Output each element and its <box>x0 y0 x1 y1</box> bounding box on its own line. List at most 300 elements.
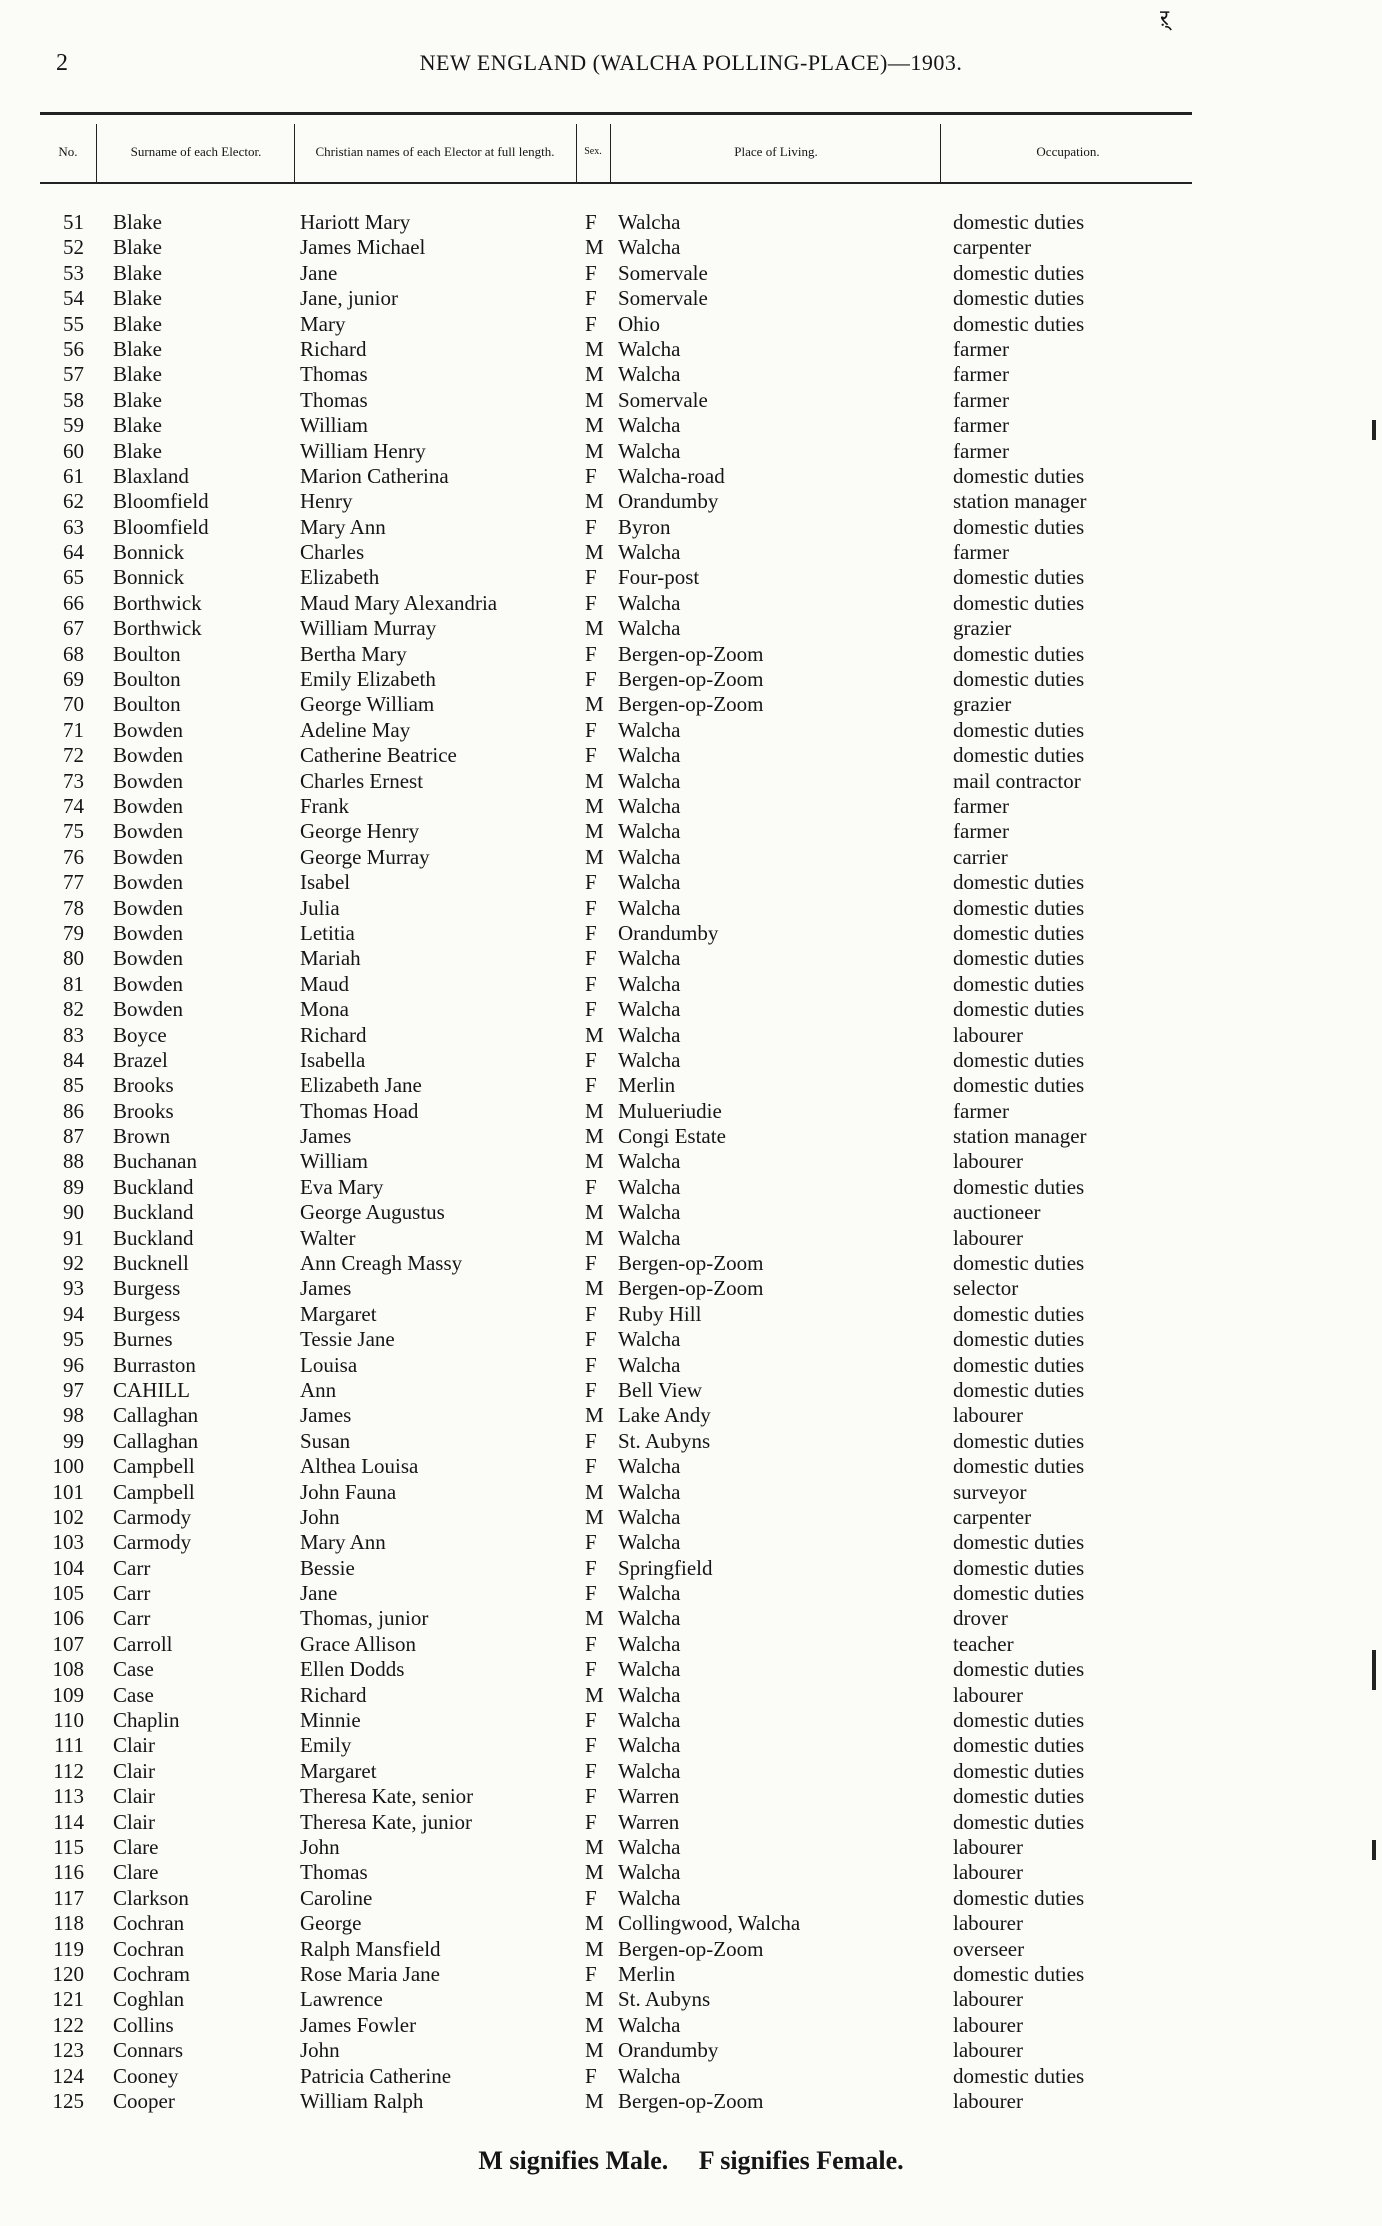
elector-christian-names: George William <box>300 692 435 717</box>
elector-number: 63 <box>63 514 84 539</box>
elector-occupation: labourer <box>953 1022 1023 1047</box>
table-row <box>0 921 1382 946</box>
elector-sex: M <box>585 1225 604 1250</box>
elector-surname: Brooks <box>113 1098 174 1123</box>
elector-christian-names: Letitia <box>300 920 355 945</box>
elector-place: Springfield <box>618 1555 713 1580</box>
elector-number: 100 <box>52 1454 84 1479</box>
elector-sex: M <box>585 1022 604 1047</box>
elector-occupation: domestic duties <box>953 311 1085 336</box>
elector-place: Walcha <box>618 895 681 920</box>
elector-sex: F <box>585 1809 597 1834</box>
elector-place: Walcha <box>618 1758 681 1783</box>
elector-sex: F <box>585 920 597 945</box>
elector-number: 60 <box>63 438 84 463</box>
header-occupation: Occupation. <box>1036 144 1100 159</box>
elector-place: Walcha-road <box>618 463 725 488</box>
elector-occupation: domestic duties <box>953 971 1085 996</box>
elector-christian-names: Hariott Mary <box>300 210 411 234</box>
table-row <box>0 1810 1382 1835</box>
elector-christian-names: Thomas <box>300 387 368 412</box>
elector-place: Walcha <box>618 438 681 463</box>
elector-surname: Carr <box>113 1581 151 1606</box>
elector-sex: M <box>585 2012 604 2037</box>
elector-place: Somervale <box>618 260 708 285</box>
elector-surname: Boyce <box>113 1022 167 1047</box>
elector-christian-names: Ellen Dodds <box>300 1657 405 1682</box>
elector-sex: F <box>585 870 597 895</box>
elector-number: 57 <box>63 362 84 387</box>
elector-number: 69 <box>63 667 84 692</box>
elector-christian-names: Frank <box>300 793 349 818</box>
elector-sex: M <box>585 616 604 641</box>
header-divider <box>940 124 941 182</box>
elector-christian-names: Elizabeth <box>300 565 380 590</box>
elector-occupation: farmer <box>953 819 1009 844</box>
table-row <box>0 362 1382 387</box>
elector-number: 77 <box>63 870 84 895</box>
elector-sex: F <box>585 565 597 590</box>
table-row <box>0 1530 1382 1555</box>
elector-christian-names: Caroline <box>300 1885 373 1910</box>
elector-number: 90 <box>63 1200 84 1225</box>
elector-occupation: domestic duties <box>953 946 1085 971</box>
elector-number: 120 <box>52 1961 84 1986</box>
elector-occupation: surveyor <box>953 1479 1027 1504</box>
elector-surname: Brooks <box>113 1073 174 1098</box>
table-row <box>0 1759 1382 1784</box>
elector-place: Walcha <box>618 768 681 793</box>
elector-christian-names: Ralph Mansfield <box>300 1936 441 1961</box>
elector-surname: Blake <box>113 210 162 234</box>
elector-christian-names: Mary Ann <box>300 514 386 539</box>
table-row <box>0 972 1382 997</box>
elector-place: Walcha <box>618 1022 681 1047</box>
elector-number: 67 <box>63 616 84 641</box>
elector-place: Walcha <box>618 1504 681 1529</box>
elector-surname: Burnes <box>113 1327 173 1352</box>
elector-number: 123 <box>52 2038 84 2063</box>
elector-occupation: farmer <box>953 362 1009 387</box>
table-row <box>0 388 1382 413</box>
elector-sex: F <box>585 1784 597 1809</box>
elector-surname: Clair <box>113 1809 155 1834</box>
elector-occupation: domestic duties <box>953 1073 1085 1098</box>
table-row <box>0 1124 1382 1149</box>
elector-surname: Bowden <box>113 997 183 1022</box>
table-row <box>0 1454 1382 1479</box>
table-row <box>0 1911 1382 1936</box>
elector-occupation: drover <box>953 1606 1008 1631</box>
table-row <box>0 1657 1382 1682</box>
elector-number: 109 <box>52 1682 84 1707</box>
elector-occupation: labourer <box>953 1911 1023 1936</box>
elector-sex: F <box>585 210 597 234</box>
elector-surname: Blake <box>113 235 162 260</box>
elector-sex: F <box>585 946 597 971</box>
elector-number: 65 <box>63 565 84 590</box>
elector-sex: F <box>585 1047 597 1072</box>
elector-number: 59 <box>63 413 84 438</box>
elector-place: Lake Andy <box>618 1403 711 1428</box>
elector-christian-names: Margaret <box>300 1758 377 1783</box>
elector-occupation: domestic duties <box>953 1352 1085 1377</box>
elector-place: Walcha <box>618 1200 681 1225</box>
table-row <box>0 565 1382 590</box>
elector-sex: F <box>585 1530 597 1555</box>
elector-occupation: domestic duties <box>953 1454 1085 1479</box>
elector-place: Warren <box>618 1809 680 1834</box>
elector-number: 114 <box>53 1809 84 1834</box>
elector-number: 115 <box>53 1835 84 1859</box>
elector-sex: M <box>585 692 604 717</box>
elector-place: Walcha <box>618 540 681 565</box>
elector-number: 70 <box>63 692 84 717</box>
edge-mark <box>1372 420 1376 440</box>
elector-number: 51 <box>63 210 84 234</box>
elector-place: Walcha <box>618 1530 681 1555</box>
elector-christian-names: Bertha Mary <box>300 641 407 666</box>
elector-occupation: domestic duties <box>953 1581 1085 1606</box>
elector-sex: M <box>585 1124 604 1149</box>
elector-occupation: domestic duties <box>953 997 1085 1022</box>
elector-christian-names: Jane, junior <box>300 286 398 311</box>
table-row <box>0 1733 1382 1758</box>
elector-place: Bell View <box>618 1377 703 1402</box>
elector-number: 122 <box>52 2012 84 2037</box>
elector-occupation: teacher <box>953 1631 1014 1656</box>
elector-number: 93 <box>63 1276 84 1301</box>
table-row <box>0 1556 1382 1581</box>
elector-place: Walcha <box>618 1631 681 1656</box>
elector-occupation: farmer <box>953 438 1009 463</box>
elector-surname: Carmody <box>113 1504 192 1529</box>
elector-number: 108 <box>52 1657 84 1682</box>
elector-christian-names: Catherine Beatrice <box>300 743 457 768</box>
elector-surname: Burgess <box>113 1301 181 1326</box>
elector-sex: F <box>585 641 597 666</box>
elector-surname: Cochran <box>113 1936 185 1961</box>
elector-occupation: domestic duties <box>953 2063 1085 2088</box>
elector-number: 118 <box>53 1911 84 1936</box>
table-row <box>0 1937 1382 1962</box>
elector-occupation: domestic duties <box>953 1885 1085 1910</box>
elector-occupation: domestic duties <box>953 1251 1085 1276</box>
elector-place: Walcha <box>618 844 681 869</box>
elector-christian-names: Richard <box>300 1682 367 1707</box>
elector-christian-names: Thomas Hoad <box>300 1098 419 1123</box>
elector-place: Mulueriudie <box>618 1098 722 1123</box>
elector-surname: Bonnick <box>113 540 185 565</box>
table-row <box>0 337 1382 362</box>
elector-occupation: domestic duties <box>953 1809 1085 1834</box>
elector-christian-names: James Michael <box>300 235 426 260</box>
elector-sex: M <box>585 1479 604 1504</box>
elector-number: 96 <box>63 1352 84 1377</box>
elector-place: Walcha <box>618 336 681 361</box>
elector-occupation: labourer <box>953 1860 1023 1885</box>
elector-occupation: domestic duties <box>953 565 1085 590</box>
elector-surname: Connars <box>113 2038 183 2063</box>
elector-occupation: labourer <box>953 1835 1023 1859</box>
elector-surname: Buckland <box>113 1174 194 1199</box>
elector-sex: F <box>585 895 597 920</box>
elector-number: 86 <box>63 1098 84 1123</box>
elector-sex: F <box>585 514 597 539</box>
table-row <box>0 540 1382 565</box>
elector-sex: F <box>585 1073 597 1098</box>
elector-christian-names: Mary <box>300 311 346 336</box>
elector-occupation: domestic duties <box>953 667 1085 692</box>
elector-occupation: labourer <box>953 1149 1023 1174</box>
elector-christian-names: Rose Maria Jane <box>300 1961 440 1986</box>
table-row <box>0 1480 1382 1505</box>
table-row <box>0 1175 1382 1200</box>
elector-surname: Cochran <box>113 1911 185 1936</box>
elector-sex: F <box>585 1428 597 1453</box>
elector-number: 85 <box>63 1073 84 1098</box>
elector-occupation: station manager <box>953 1124 1087 1149</box>
table-row <box>0 1429 1382 1454</box>
elector-number: 94 <box>63 1301 84 1326</box>
elector-sex: M <box>585 1682 604 1707</box>
elector-sex: F <box>585 1377 597 1402</box>
elector-place: Merlin <box>618 1961 676 1986</box>
table-row <box>0 1886 1382 1911</box>
elector-place: Walcha <box>618 413 681 438</box>
elector-sex: M <box>585 438 604 463</box>
elector-christian-names: James Fowler <box>300 2012 417 2037</box>
table-row <box>0 1149 1382 1174</box>
elector-place: Walcha <box>618 1352 681 1377</box>
elector-number: 58 <box>63 387 84 412</box>
elector-number: 112 <box>53 1758 84 1783</box>
elector-number: 105 <box>52 1581 84 1606</box>
elector-number: 101 <box>52 1479 84 1504</box>
table-row <box>0 1505 1382 1530</box>
elector-place: Walcha <box>618 870 681 895</box>
elector-christian-names: Grace Allison <box>300 1631 417 1656</box>
elector-christian-names: Althea Louisa <box>300 1454 419 1479</box>
elector-surname: Bowden <box>113 971 183 996</box>
elector-sex: F <box>585 1581 597 1606</box>
elector-occupation: domestic duties <box>953 1784 1085 1809</box>
elector-occupation: farmer <box>953 336 1009 361</box>
elector-place: Walcha <box>618 1174 681 1199</box>
elector-sex: M <box>585 336 604 361</box>
footer-female-note: F signifies Female. <box>698 2146 904 2175</box>
elector-surname: Bonnick <box>113 565 185 590</box>
table-row <box>0 642 1382 667</box>
elector-sex: F <box>585 1733 597 1758</box>
elector-surname: Carr <box>113 1555 151 1580</box>
elector-sex: F <box>585 1174 597 1199</box>
elector-christian-names: Charles <box>300 540 365 565</box>
page-title: NEW ENGLAND (WALCHA POLLING-PLACE)—1903. <box>419 50 963 75</box>
elector-place: Walcha <box>618 1327 681 1352</box>
elector-sex: M <box>585 413 604 438</box>
elector-surname: Boulton <box>113 667 181 692</box>
elector-number: 80 <box>63 946 84 971</box>
elector-occupation: domestic duties <box>953 1047 1085 1072</box>
elector-sex: F <box>585 1961 597 1986</box>
elector-occupation: overseer <box>953 1936 1025 1961</box>
elector-number: 87 <box>63 1124 84 1149</box>
elector-christian-names: Maud Mary Alexandria <box>300 590 498 615</box>
elector-occupation: farmer <box>953 413 1009 438</box>
elector-surname: Carmody <box>113 1530 192 1555</box>
elector-sex: M <box>585 819 604 844</box>
elector-christian-names: Patricia Catherine <box>300 2063 452 2088</box>
elector-surname: Cooper <box>113 2088 175 2113</box>
elector-occupation: domestic duties <box>953 717 1085 742</box>
corner-mark: ऱ् <box>1160 5 1169 30</box>
table-row <box>0 718 1382 743</box>
table-row <box>0 210 1382 235</box>
elector-number: 113 <box>53 1784 84 1809</box>
elector-occupation: domestic duties <box>953 1961 1085 1986</box>
elector-occupation: carpenter <box>953 1504 1032 1529</box>
elector-number: 106 <box>52 1606 84 1631</box>
table-row <box>0 845 1382 870</box>
footer-legend <box>0 2146 1382 2176</box>
elector-number: 89 <box>63 1174 84 1199</box>
elector-number: 95 <box>63 1327 84 1352</box>
elector-christian-names: Richard <box>300 1022 367 1047</box>
elector-number: 56 <box>63 336 84 361</box>
elector-christian-names: Tessie Jane <box>300 1327 395 1352</box>
elector-place: Ohio <box>618 311 660 336</box>
elector-christian-names: Maud <box>300 971 349 996</box>
elector-sex: F <box>585 1352 597 1377</box>
elector-number: 121 <box>52 1987 84 2012</box>
elector-surname: Case <box>113 1682 154 1707</box>
elector-surname: Bowden <box>113 743 183 768</box>
elector-surname: Coghlan <box>113 1987 185 2012</box>
elector-occupation: carpenter <box>953 235 1032 260</box>
elector-surname: Brown <box>113 1124 171 1149</box>
elector-surname: Callaghan <box>113 1403 199 1428</box>
elector-occupation: domestic duties <box>953 210 1085 234</box>
elector-christian-names: William Ralph <box>300 2088 424 2113</box>
elector-surname: Burraston <box>113 1352 196 1377</box>
elector-place: Walcha <box>618 235 681 260</box>
elector-number: 81 <box>63 971 84 996</box>
elector-sex: M <box>585 362 604 387</box>
elector-occupation: labourer <box>953 1225 1023 1250</box>
elector-occupation: domestic duties <box>953 514 1085 539</box>
elector-number: 125 <box>52 2088 84 2113</box>
elector-number: 55 <box>63 311 84 336</box>
table-row <box>0 769 1382 794</box>
elector-place: Four-post <box>618 565 700 590</box>
elector-sex: M <box>585 1835 604 1859</box>
elector-christian-names: Walter <box>300 1225 356 1250</box>
elector-sex: M <box>585 1860 604 1885</box>
elector-place: Bergen-op-Zoom <box>618 667 764 692</box>
elector-sex: F <box>585 1454 597 1479</box>
elector-occupation: domestic duties <box>953 463 1085 488</box>
table-row <box>0 1784 1382 1809</box>
elector-sex: F <box>585 260 597 285</box>
elector-occupation: farmer <box>953 387 1009 412</box>
elector-sex: M <box>585 1098 604 1123</box>
elector-christian-names: John <box>300 1835 340 1859</box>
elector-surname: Blake <box>113 387 162 412</box>
elector-christian-names: William Henry <box>300 438 426 463</box>
table-row <box>0 794 1382 819</box>
elector-christian-names: John Fauna <box>300 1479 397 1504</box>
elector-number: 53 <box>63 260 84 285</box>
header-divider <box>96 124 97 182</box>
elector-surname: Borthwick <box>113 616 202 641</box>
elector-place: Walcha <box>618 2012 681 2037</box>
elector-occupation: domestic duties <box>953 1708 1085 1733</box>
elector-occupation: domestic duties <box>953 920 1085 945</box>
elector-place: Walcha <box>618 971 681 996</box>
table-row <box>0 413 1382 438</box>
elector-christian-names: George Augustus <box>300 1200 445 1225</box>
elector-christian-names: George <box>300 1911 362 1936</box>
table-row <box>0 1099 1382 1124</box>
elector-place: Bergen-op-Zoom <box>618 1276 764 1301</box>
table-row <box>0 946 1382 971</box>
elector-surname: Burgess <box>113 1276 181 1301</box>
elector-number: 107 <box>52 1631 84 1656</box>
elector-sex: F <box>585 1631 597 1656</box>
elector-christian-names: Susan <box>300 1428 351 1453</box>
table-row <box>0 1302 1382 1327</box>
electors-table <box>0 210 1382 2114</box>
elector-place: Walcha <box>618 1581 681 1606</box>
elector-place: Bergen-op-Zoom <box>618 1936 764 1961</box>
elector-place: St. Aubyns <box>618 1428 711 1453</box>
elector-sex: M <box>585 235 604 260</box>
elector-christian-names: Lawrence <box>300 1987 383 2012</box>
elector-place: Walcha <box>618 819 681 844</box>
elector-number: 52 <box>63 235 84 260</box>
elector-occupation: station manager <box>953 489 1087 514</box>
elector-place: Walcha <box>618 590 681 615</box>
elector-surname: Blake <box>113 286 162 311</box>
elector-surname: Clair <box>113 1784 155 1809</box>
header-rule <box>40 182 1192 184</box>
elector-surname: Carr <box>113 1606 151 1631</box>
elector-christian-names: James <box>300 1276 352 1301</box>
elector-number: 111 <box>54 1733 84 1758</box>
table-row <box>0 261 1382 286</box>
elector-number: 73 <box>63 768 84 793</box>
table-row <box>0 1581 1382 1606</box>
elector-christian-names: Isabella <box>300 1047 366 1072</box>
page-number: 2 <box>56 50 68 76</box>
elector-surname: Boulton <box>113 641 181 666</box>
elector-place: Bergen-op-Zoom <box>618 641 764 666</box>
elector-sex: M <box>585 1936 604 1961</box>
elector-place: Walcha <box>618 1860 681 1885</box>
elector-place: Walcha <box>618 997 681 1022</box>
elector-surname: Bowden <box>113 768 183 793</box>
table-row <box>0 1327 1382 1352</box>
elector-occupation: selector <box>953 1276 1019 1301</box>
table-row <box>0 2064 1382 2089</box>
elector-occupation: domestic duties <box>953 1733 1085 1758</box>
elector-occupation: domestic duties <box>953 260 1085 285</box>
elector-sex: M <box>585 844 604 869</box>
elector-sex: M <box>585 1504 604 1529</box>
elector-sex: F <box>585 997 597 1022</box>
table-row <box>0 312 1382 337</box>
